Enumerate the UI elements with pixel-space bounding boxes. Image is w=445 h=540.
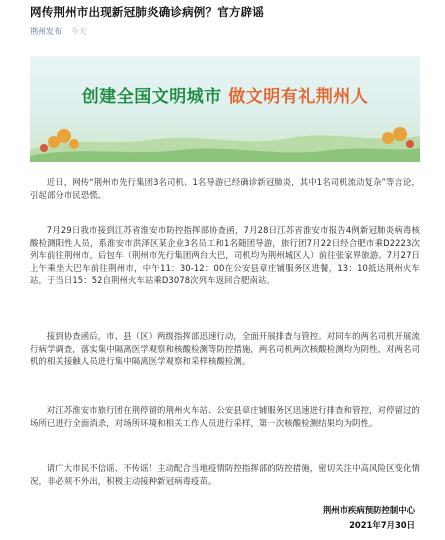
paragraph: 对江苏淮安市旅行团在荆停留的荆州火车站、公安县章庄铺服务区迅速进行排查和管控，对停留过的场所已进行全面消杀，对场所环境和相关工作人员进行采样，第一次核酸检测结果均为阴性。: [30, 405, 420, 428]
article-meta: [30, 25, 87, 39]
paragraph: 接到协查函后，市、县（区）两级指挥部迅速行动，全面开展排查与管控。对同车的两名司机开展流行病学调查，落实集中隔离医学观察和核酸检测等防控措施，两名司机两次核酸检测均为阴性，对两名司机的相关接触人员进行集中隔离医学观察和采样核酸检测。: [30, 331, 420, 367]
signature-organization: 荆州市疾病预防控制中心: [322, 505, 415, 515]
article-title: 网传荆州市出现新冠肺炎确诊病例？官方辟谣: [30, 5, 264, 19]
banner-slogan: [30, 86, 420, 108]
banner-slogan-left: 创建全国文明城市: [81, 87, 222, 107]
signature-date: 2021年7月30日: [349, 520, 415, 530]
account-name-link[interactable]: 荆州发布: [30, 27, 62, 36]
banner-slogan-right: 做文明有礼荆州人: [228, 87, 369, 107]
paragraph: 请广大市民不信谣、不传谣！主动配合当地疫情防控指挥部的防控措施，密切关注中高风险区变化情况，非必须不外出，积极主动接种新冠病毒疫苗。: [30, 463, 420, 486]
paragraph: 近日，网传“荆州市先行集团3名司机、1名导游已经确诊新冠肺炎，其中1名司机流动复杂”等言论，引起部分市民恐慌。: [30, 177, 420, 200]
banner-scenery: [30, 122, 420, 162]
paragraph: 7月29日我市接到江苏省淮安市防控指挥部协查函，7月28日江苏省淮安市报告4例新冠肺炎病毒核酸检测阳性人员，系淮安市洪泽区某企业3名员工和1名随团导游，旅行团7月22日经合肥市乘D2223次列车前往荆州市，后包车（荆州市先行集团两台大巴，司机均为荆州城区人）前往张家界旅游。7月27日上午乘坐大巴车前往荆州市，中午11：30-12：00在公安县章庄铺服务区进餐，13：10抵达荆州火车站，于当日15：52自荆州火车站乘D3078次列车返回合肥南站。: [30, 225, 420, 286]
banner-image: [30, 56, 420, 162]
publish-date: 今天: [70, 27, 87, 36]
